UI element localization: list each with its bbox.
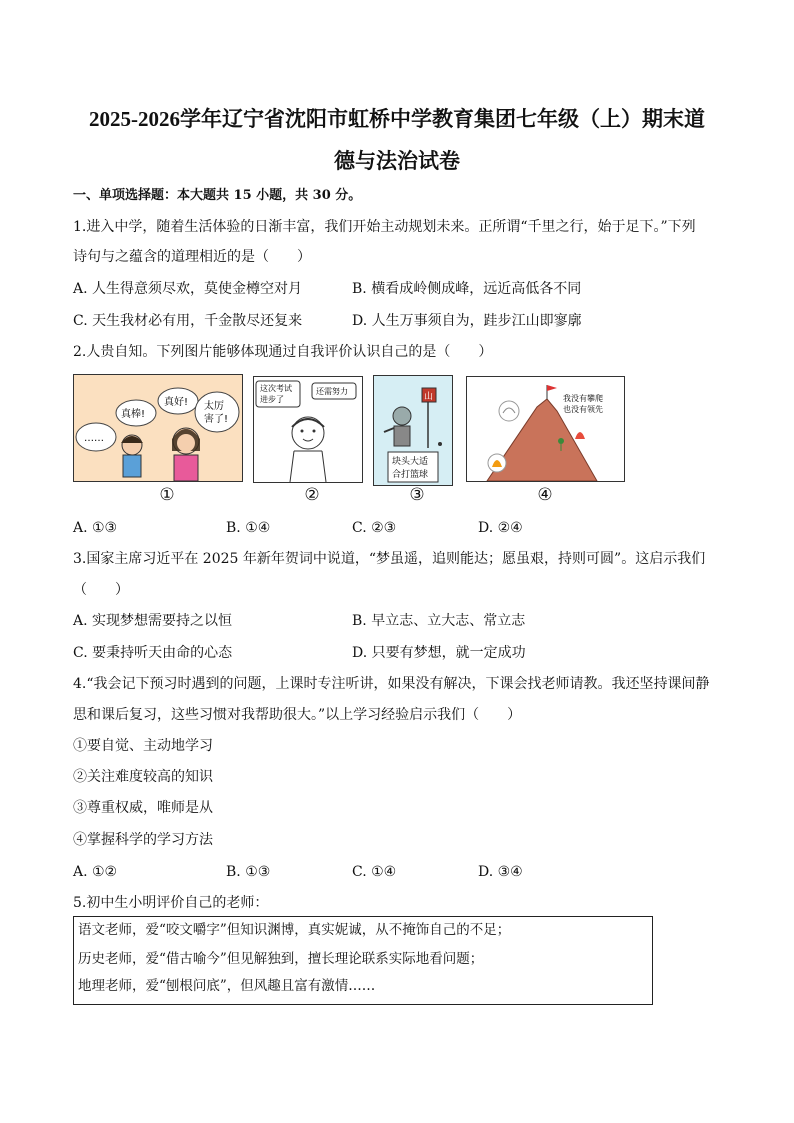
q5-box-line-3: 地理老师，爱“刨根问底”，但风趣且富有激情…… bbox=[78, 978, 376, 994]
pic3-caption-2: 合打篮球 bbox=[392, 470, 429, 480]
q3-option-a: A. 实现梦想需要持之以恒 bbox=[73, 613, 233, 629]
q3-stem-line-2: （ ） bbox=[73, 582, 129, 598]
q1-option-b: B. 横看成岭侧成峰，远近高低各不同 bbox=[352, 281, 582, 297]
pic2-bubble-2: 进步了 bbox=[260, 395, 284, 404]
q3-option-c: C. 要秉持听天由命的心态 bbox=[73, 645, 233, 661]
section-heading: 一、单项选择题：本大题共 15 小题，共 30 分。 bbox=[73, 188, 362, 203]
q4-item-1: ①要自觉、主动地学习 bbox=[73, 738, 213, 754]
title-line-1: 2025-2026学年辽宁省沈阳市虹桥中学教育集团七年级（上）期末道 bbox=[89, 107, 705, 131]
q2-option-d: D. ②④ bbox=[478, 520, 523, 536]
q4-option-b: B. ①③ bbox=[226, 864, 271, 880]
pic4-text-1: 我没有攀爬 bbox=[563, 394, 603, 403]
q1-option-a: A. 人生得意须尽欢，莫使金樽空对月 bbox=[73, 281, 303, 297]
q1-option-d: D. 人生万事须自为，跬步江山即寥廓 bbox=[352, 313, 582, 329]
q2-option-a: A. ①③ bbox=[73, 520, 118, 536]
pic3-label: ③ bbox=[409, 485, 425, 505]
pic1-bubble-1: …… bbox=[84, 433, 104, 444]
q2-picture-1 bbox=[73, 374, 243, 482]
q4-option-a: A. ①② bbox=[73, 864, 118, 880]
exam-title bbox=[60, 98, 734, 182]
q5-box-line-1: 语文老师，爱“咬文嚼字”但知识渊博，真实妮诚，从不掩饰自己的不足； bbox=[78, 922, 511, 938]
q4-item-4: ④掌握科学的学习方法 bbox=[73, 832, 213, 848]
q3-option-d: D. 只要有梦想，就一定成功 bbox=[352, 645, 526, 661]
pic2-label: ② bbox=[304, 485, 320, 505]
pic1-bubble-2: 真棒! bbox=[121, 409, 146, 420]
q3-option-b: B. 早立志、立大志、常立志 bbox=[352, 613, 526, 629]
q2-picture-4 bbox=[466, 376, 625, 482]
pic1-bubble-4: 太厉 bbox=[204, 401, 224, 412]
q2-option-b: B. ①④ bbox=[226, 520, 271, 536]
q4-option-c: C. ①④ bbox=[352, 864, 397, 880]
q5-box-line-2: 历史老师，爱“借古喻今”但见解独到，擅长理论联系实际地看问题； bbox=[78, 951, 484, 967]
q4-stem-line-2: 思和课后复习，这些习惯对我帮助很大。”以上学习经验启示我们（ ） bbox=[73, 707, 522, 723]
q4-stem-line-1: 4.“我会记下预习时遇到的问题，上课时专注听讲，如果没有解决，下课会找老师请教。我还坚持课间静 bbox=[73, 676, 710, 692]
q1-option-c: C. 天生我材必有用，千金散尽还复来 bbox=[73, 313, 303, 329]
title-line-2: 德与法治试卷 bbox=[334, 149, 460, 173]
pic4-label: ④ bbox=[537, 485, 553, 505]
q4-option-d: D. ③④ bbox=[478, 864, 523, 880]
pic1-bubble-5: 害了! bbox=[204, 414, 229, 425]
pic4-text-2: 也没有领先 bbox=[563, 405, 603, 414]
q1-stem-line-1: 1.进入中学，随着生活体验的日渐丰富，我们开始主动规划未来。正所谓“千里之行，始于足下。”下列 bbox=[73, 219, 696, 235]
pic1-bubble-3: 真好! bbox=[164, 397, 189, 408]
q2-picture-2 bbox=[253, 376, 363, 483]
pic3-caption-1: 块头大适 bbox=[392, 457, 429, 467]
q5-stem: 5.初中生小明评价自己的老师： bbox=[73, 895, 269, 911]
pic2-bubble-3: 还需努力 bbox=[316, 387, 348, 396]
q4-item-3: ③尊重权威，唯师是从 bbox=[73, 800, 213, 816]
q1-stem-line-2: 诗句与之蕴含的道理相近的是（ ） bbox=[73, 249, 311, 265]
pic2-bubble-1: 这次考试 bbox=[260, 384, 292, 393]
q2-picture-3 bbox=[373, 375, 453, 486]
q4-item-2: ②关注难度较高的知识 bbox=[73, 769, 213, 785]
pic1-label: ① bbox=[159, 485, 175, 505]
pic3-flag-text: 山 bbox=[424, 392, 434, 402]
q2-stem: 2.人贵自知。下列图片能够体现通过自我评价认识自己的是（ ） bbox=[73, 344, 493, 360]
q2-option-c: C. ②③ bbox=[352, 520, 397, 536]
q3-stem-line-1: 3.国家主席习近平在 2025 年新年贺词中说道，“梦虽遥，追则能达；愿虽艰，持则可圆”。这启示我们 bbox=[73, 551, 706, 567]
q5-quote-box bbox=[73, 916, 653, 1005]
